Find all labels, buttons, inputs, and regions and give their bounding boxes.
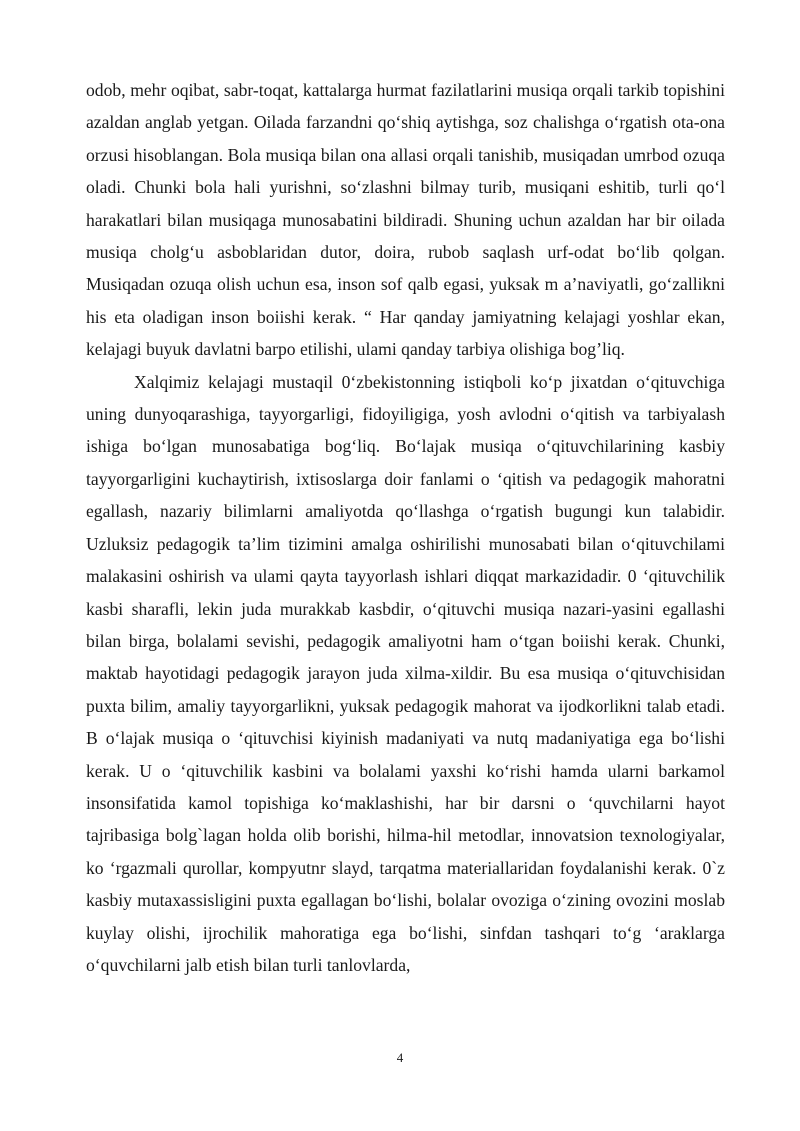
paragraph-continued: odob, mehr oqibat, sabr-toqat, kattalarga hurmat fazilatlarini musiqa orqali tarkib topishini azaldan anglab yetgan. Oilada farzandni qo‘shiq aytishga, soz chalishga o‘rgatish ota-ona orzusi hisoblangan. Bola musiqa bilan ona allasi orqali tanishib, musiqadan umrbod ozuqa oladi. Chunki bola hali yurishni, so‘zlashni bilmay turib, musiqani eshitib, turli qo‘l harakatlari bilan musiqaga munosabatini bildiradi. Shuning uchun azaldan har bir oilada musiqa cholg‘u asboblaridan dutor, doira, rubob saqlash urf-odat bo‘lib qolgan. Musiqadan ozuqa olish uchun esa, inson sof qalb egasi, yuksak m a’naviyatli, go‘zallikni his eta oladigan inson boiishi kerak. “ Har qanday jamiyatning kelajagi yoshlar ekan, kelajagi buyuk davlatni barpo etilishi, ulami qanday tarbiya olishiga bog’liq. [86,80,725,360]
body-text [86,74,725,981]
paragraph: Xalqimiz kelajagi mustaqil 0‘zbekistonning istiqboli ko‘p jixatdan o‘qituvchiga uning dunyoqarashiga, tayyorgarligi, fidoyiligiga, yosh avlodni o‘qitish va tarbiyalash ishiga bo‘lgan munosabatiga bog‘liq. Bo‘lajak musiqa o‘qituvchilarining kasbiy tayyorgarligini kuchaytirish, ixtisoslarga doir fanlami o ‘qitish va pedagogik mahoratni egallash, nazariy bilimlarni amaliyotda qo‘llashga o‘rgatish bugungi kun talabidir. Uzluksiz pedagogik ta’lim tizimini amalga oshirilishi munosabati bilan o‘qituvchilami malakasini oshirish va ulami qayta tayyorlash ishlari diqqat markazidadir. 0 ‘qituvchilik kasbi sharafli, lekin juda murakkab kasbdir, o‘qituvchi musiqa nazari-yasini egallashi bilan birga, bolalami sevishi, pedagogik amaliyotni ham o‘tgan boiishi kerak. Chunki, maktab hayotidagi pedagogik jarayon juda xilma-xildir. Bu esa musiqa o‘qituvchisidan puxta bilim, amaliy tayyorgarlikni, yuksak pedagogik mahorat va ijodkorlikni talab etadi. B o‘lajak musiqa o ‘qituvchisi kiyinish madaniyati va nutq madaniyatiga ega bo‘lishi kerak. U o ‘qituvchilik kasbini va bolalami yaxshi ko‘rishi hamda ularni barkamol insonsifatida kamol topishiga ko‘maklashishi, har bir darsni o ‘quvchilarni hayot tajribasiga bolg`lagan holda olib borishi, hilma-hil metodlar, innovatsion texnologiyalar, ko ‘rgazmali qurollar, kompyutnr slayd, tarqatma materiallaridan foydalanishi kerak. 0`z kasbiy mutaxassisligini puxta egallagan bo‘lishi, bolalar ovoziga o‘zining ovozini moslab kuylay olishi, ijrochilik mahoratiga ega bo‘lishi, sinfdan tashqari to‘g ‘araklarga o‘quvchilarni jalb etish bilan turli tanlovlarda, [86,371,725,975]
page-number: 4 [396,1050,404,1065]
